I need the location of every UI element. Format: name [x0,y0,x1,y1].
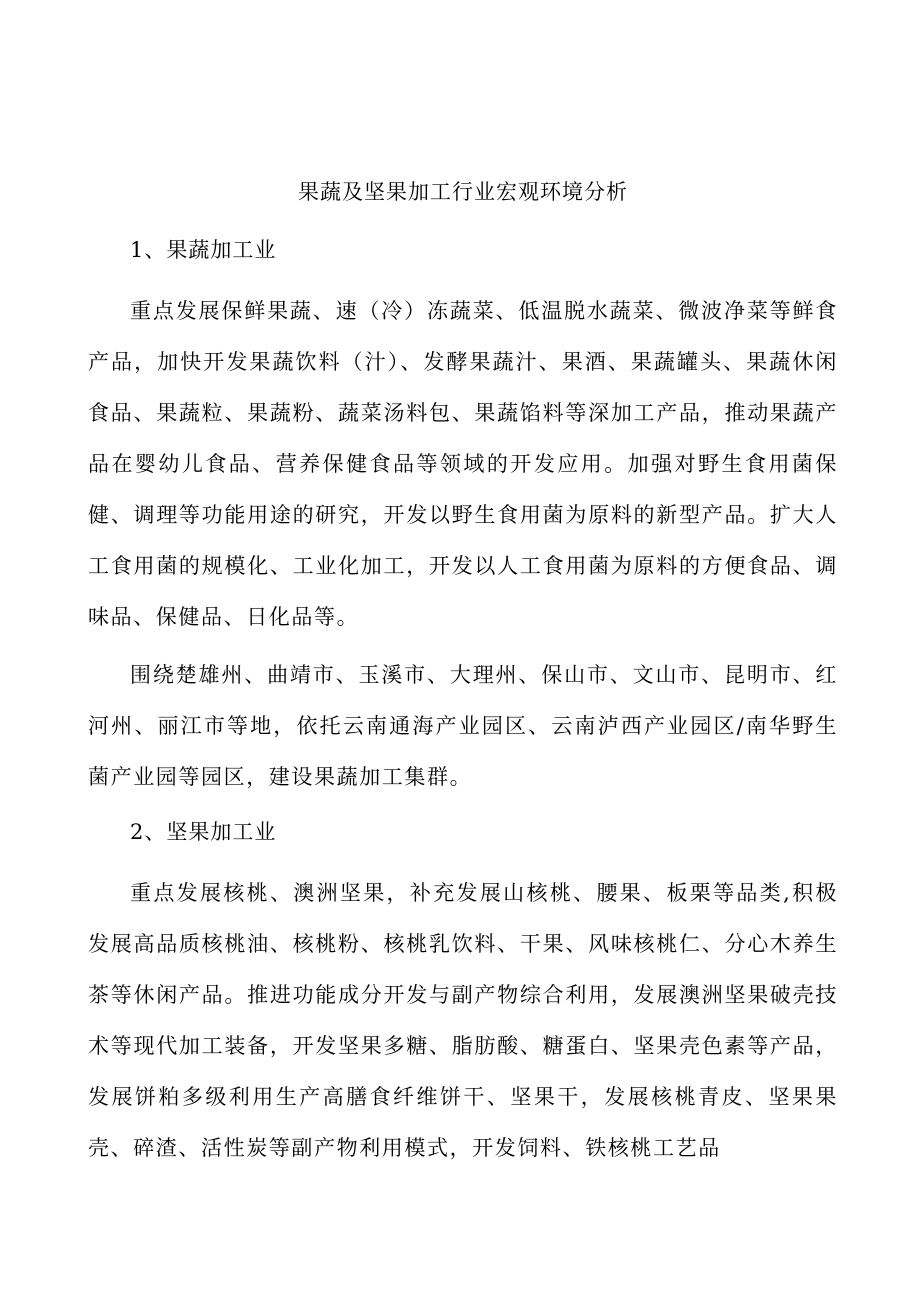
paragraph: 重点发展保鲜果蔬、速（冷）冻蔬菜、低温脱水蔬菜、微波净菜等鲜食产品，加快开发果蔬饮料（汁）、发酵果蔬汁、果酒、果蔬罐头、果蔬休闲食品、果蔬粒、果蔬粉、蔬菜汤料包、果蔬馅料等深加工产品，推动果蔬产品在婴幼儿食品、营养保健食品等领域的开发应用。加强对野生食用菌保健、调理等功能用途的研究，开发以野生食用菌为原料的新型产品。扩大人工食用菌的规模化、工业化加工，开发以人工食用菌为原料的方便食品、调味品、保健品、日化品等。 [88,299,838,629]
paragraph: 重点发展核桃、澳洲坚果，补充发展山核桃、腰果、板栗等品类,积极发展高品质核桃油、核桃粉、核桃乳饮料、干果、风味核桃仁、分心木养生茶等休闲产品。推进功能成分开发与副产物综合利用，发展澳洲坚果破壳技术等现代加工装备，开发坚果多糖、脂肪酸、糖蛋白、坚果壳色素等产品，发展饼粕多级利用生产高膳食纤维饼干、坚果干，发展核桃青皮、坚果果壳、碎渣、活性炭等副产物利用模式，开发饲料、铁核桃工艺品 [88,881,838,1160]
section-fruit-vegetable [88,228,838,803]
paragraph: 围绕楚雄州、曲靖市、玉溪市、大理州、保山市、文山市、昆明市、红河州、丽江市等地，依托云南通海产业园区、云南泸西产业园区/南华野生菌产业园等园区，建设果蔬加工集群。 [88,663,838,789]
document-page [88,170,838,1181]
section-heading: 1、果蔬加工业 [130,238,277,262]
document-title: 果蔬及坚果加工行业宏观环境分析 [298,180,628,204]
section-heading: 2、坚果加工业 [130,820,277,844]
section-nut [88,810,838,1174]
